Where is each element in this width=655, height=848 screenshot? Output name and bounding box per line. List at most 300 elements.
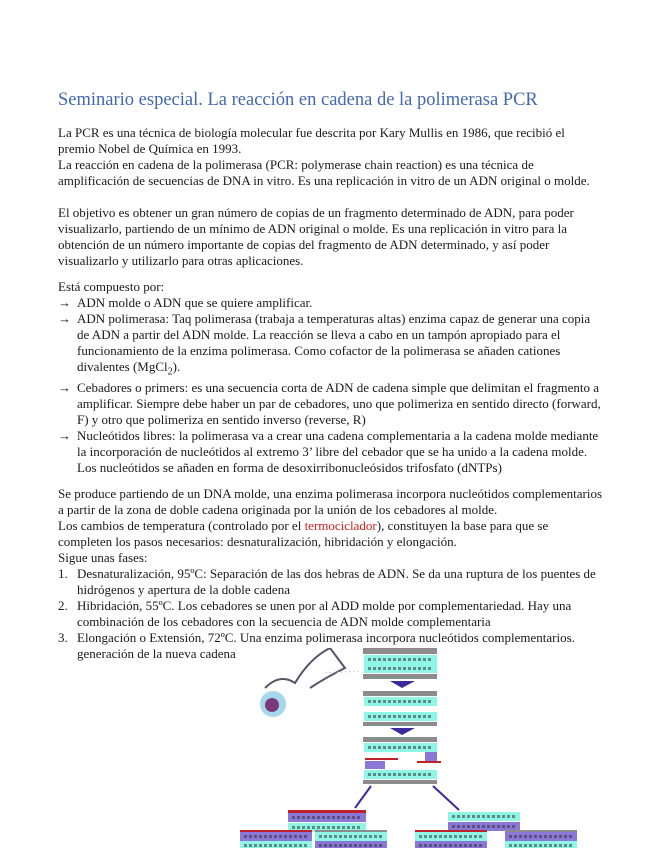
strand-edge — [415, 830, 487, 832]
sequence-glyph — [449, 844, 452, 847]
sequence-glyph — [569, 844, 572, 847]
sequence-glyph — [383, 700, 386, 703]
sequence-glyph — [544, 844, 547, 847]
sequence-glyph — [359, 835, 362, 838]
sequence-glyph — [457, 815, 460, 818]
sequence-glyph — [369, 844, 372, 847]
sequence-glyph — [302, 826, 305, 829]
component-line: de ADN a partir del ADN molde. La reacción se lleva a cabo en un tampón apropiado para el — [77, 327, 561, 342]
sequence-glyph — [304, 835, 307, 838]
sequence-glyph — [554, 844, 557, 847]
sequence-glyph — [332, 816, 335, 819]
sequence-glyph — [319, 844, 322, 847]
sequence-glyph — [502, 815, 505, 818]
sequence-glyph — [373, 773, 376, 776]
sequence-glyph — [329, 844, 332, 847]
sequence-glyph — [347, 826, 350, 829]
component-line: Los nucleótidos se añaden en forma de desoxirribonucleósidos trifosfato (dNTPs) — [77, 460, 502, 475]
sequence-glyph — [428, 667, 431, 670]
sequence-glyph — [368, 715, 371, 718]
sequence-glyph — [459, 844, 462, 847]
sequence-glyph — [477, 825, 480, 828]
component-line: la incorporación de nucleótidos al extremo 3’ libre del cebador que se ha unido a la cadena molde. — [77, 444, 588, 459]
sequence-glyph — [454, 835, 457, 838]
sequence-glyph — [487, 815, 490, 818]
sequence-glyph — [374, 844, 377, 847]
process-paragraph — [58, 486, 602, 566]
strand-gray — [363, 648, 437, 654]
strand-edge — [240, 830, 312, 832]
sequence-glyph — [449, 835, 452, 838]
sequence-glyph — [559, 844, 562, 847]
sequence-glyph — [424, 835, 427, 838]
sequence-glyph — [423, 773, 426, 776]
sequence-glyph — [497, 825, 500, 828]
arrow-bullet-icon: → — [58, 380, 71, 395]
sequence-glyph — [294, 835, 297, 838]
strand-gray — [363, 691, 437, 696]
sequence-glyph — [274, 844, 277, 847]
sequence-glyph — [413, 658, 416, 661]
sequence-glyph — [284, 835, 287, 838]
sequence-glyph — [452, 815, 455, 818]
phase-number: 1. — [58, 566, 68, 581]
sequence-glyph — [279, 844, 282, 847]
sequence-glyph — [342, 826, 345, 829]
sequence-glyph — [403, 746, 406, 749]
sequence-glyph — [419, 844, 422, 847]
sequence-glyph — [529, 835, 532, 838]
sequence-glyph — [388, 773, 391, 776]
sequence-glyph — [423, 700, 426, 703]
sequence-glyph — [297, 816, 300, 819]
sequence-glyph — [454, 844, 457, 847]
sequence-glyph — [349, 844, 352, 847]
strand-gray — [363, 722, 437, 726]
sequence-glyph — [413, 746, 416, 749]
sequence-glyph — [374, 835, 377, 838]
objective-line: visualizarlo y utilizarlo para otras aplicaciones. — [58, 253, 304, 268]
sequence-glyph — [373, 667, 376, 670]
sequence-glyph — [428, 773, 431, 776]
objective-line: obtención de un número importante de copias del fragmento de ADN determinado, y así poder — [58, 237, 550, 252]
sequence-glyph — [337, 816, 340, 819]
sequence-glyph — [413, 667, 416, 670]
sequence-glyph — [368, 700, 371, 703]
sequence-glyph — [364, 835, 367, 838]
sequence-glyph — [373, 700, 376, 703]
sequence-glyph — [269, 844, 272, 847]
sequence-glyph — [292, 826, 295, 829]
primer-forward — [365, 761, 385, 769]
sequence-glyph — [529, 844, 532, 847]
sequence-glyph — [244, 844, 247, 847]
sequence-glyph — [344, 844, 347, 847]
sequence-glyph — [259, 844, 262, 847]
arrow-bullet-icon: → — [58, 428, 71, 443]
sequence-glyph — [274, 835, 277, 838]
sequence-glyph — [304, 844, 307, 847]
phase-number: 3. — [58, 630, 68, 645]
phase-line: Elongación o Extensión, 72ºC. Una enzima polimerasa incorpora nucleótidos complementarios. — [77, 630, 575, 645]
sequence-glyph — [418, 667, 421, 670]
sequence-glyph — [383, 715, 386, 718]
component-line: funcionamiento de la enzima polimerasa. Como cofactor de la polimerasa se añaden cationes — [77, 343, 561, 358]
sequence-glyph — [519, 844, 522, 847]
pcr-diagram — [235, 648, 615, 848]
sequence-glyph — [413, 773, 416, 776]
sequence-glyph — [479, 835, 482, 838]
sequence-glyph — [368, 667, 371, 670]
component-line: Cebadores o primers: es una secuencia corta de ADN de cadena simple que delimitan el fragmento a — [77, 380, 599, 395]
objective-line: visualizarlo, partiendo de un mínimo de ADN original o molde. Es una replicación in vitro para la — [58, 221, 568, 236]
sequence-glyph — [388, 715, 391, 718]
components-list — [58, 295, 601, 476]
sequence-glyph — [418, 773, 421, 776]
objective-line: El objetivo es obtener un gran número de copias de un fragmento determinado de ADN, para poder — [58, 205, 574, 220]
sequence-glyph — [434, 835, 437, 838]
sequence-glyph — [564, 835, 567, 838]
termociclador-link[interactable]: termociclador — [304, 518, 377, 533]
sequence-glyph — [429, 844, 432, 847]
dna-helix-icon — [265, 648, 345, 688]
sequence-glyph — [297, 826, 300, 829]
sequence-glyph — [354, 844, 357, 847]
sequence-glyph — [378, 700, 381, 703]
sequence-glyph — [408, 746, 411, 749]
sequence-glyph — [514, 835, 517, 838]
branch-line — [355, 786, 371, 808]
strand-gray — [363, 737, 437, 742]
sequence-glyph — [429, 835, 432, 838]
components-heading: Está compuesto por: — [58, 279, 165, 294]
sequence-glyph — [403, 658, 406, 661]
branch-line — [433, 786, 459, 810]
sequence-glyph — [383, 773, 386, 776]
sequence-glyph — [349, 835, 352, 838]
sequence-glyph — [383, 667, 386, 670]
sequence-glyph — [312, 816, 315, 819]
phase-number: 2. — [58, 598, 68, 613]
sequence-glyph — [307, 816, 310, 819]
sequence-glyph — [368, 658, 371, 661]
sequence-glyph — [424, 844, 427, 847]
sequence-glyph — [264, 835, 267, 838]
sequence-glyph — [462, 825, 465, 828]
sequence-glyph — [317, 816, 320, 819]
sequence-glyph — [413, 715, 416, 718]
sequence-glyph — [249, 835, 252, 838]
sequence-glyph — [322, 826, 325, 829]
sequence-glyph — [244, 835, 247, 838]
sequence-glyph — [334, 844, 337, 847]
sequence-glyph — [388, 658, 391, 661]
sequence-glyph — [428, 746, 431, 749]
sequence-glyph — [497, 815, 500, 818]
formula-subscript: 2 — [167, 366, 173, 378]
sequence-glyph — [398, 667, 401, 670]
objective-paragraph — [58, 205, 574, 269]
sequence-glyph — [474, 835, 477, 838]
sequence-glyph — [444, 844, 447, 847]
sequence-glyph — [269, 835, 272, 838]
sequence-glyph — [319, 835, 322, 838]
sequence-glyph — [474, 844, 477, 847]
phase-item — [58, 598, 596, 630]
strand-edge — [505, 830, 577, 832]
sequence-glyph — [379, 844, 382, 847]
sequence-glyph — [398, 773, 401, 776]
sequence-glyph — [339, 844, 342, 847]
sequence-glyph — [378, 773, 381, 776]
temperature-text: ), constituyen la base para que se — [376, 518, 549, 533]
sequence-glyph — [398, 658, 401, 661]
sequence-glyph — [264, 844, 267, 847]
sequence-glyph — [317, 826, 320, 829]
component-item — [58, 380, 601, 428]
sequence-glyph — [357, 826, 360, 829]
sequence-glyph — [357, 816, 360, 819]
sequence-glyph — [512, 815, 515, 818]
phase-line: Hibridación, 55ºC. Los cebadores se unen por al ADD molde por complementariedad. Hay una — [77, 598, 572, 613]
sequence-glyph — [324, 844, 327, 847]
sequence-glyph — [393, 667, 396, 670]
sequence-glyph — [352, 826, 355, 829]
sequence-glyph — [423, 667, 426, 670]
sequence-glyph — [373, 658, 376, 661]
sequence-glyph — [393, 700, 396, 703]
sequence-glyph — [423, 746, 426, 749]
sequence-glyph — [259, 835, 262, 838]
sequence-glyph — [294, 844, 297, 847]
sequence-glyph — [539, 835, 542, 838]
sequence-glyph — [327, 826, 330, 829]
strand-edge — [315, 830, 387, 832]
intro-line: premio Nobel de Química en 1993. — [58, 141, 242, 156]
phase-item — [58, 566, 596, 598]
process-line: Se produce partiendo de un DNA molde, una enzima polimerasa incorpora nucleótidos complementarios — [58, 486, 603, 501]
sequence-glyph — [352, 816, 355, 819]
sequence-glyph — [254, 835, 257, 838]
sequence-glyph — [467, 825, 470, 828]
sequence-glyph — [403, 773, 406, 776]
sequence-glyph — [519, 835, 522, 838]
sequence-glyph — [457, 825, 460, 828]
intro-line: amplificación de secuencias de DNA in vitro. Es una replicación in vitro de un ADN original o molde. — [58, 173, 590, 188]
sequence-glyph — [509, 844, 512, 847]
intro-line: La PCR es una técnica de biología molecular fue descrita por Kary Mullis en 1986, que recibió el — [58, 125, 565, 140]
sequence-glyph — [373, 746, 376, 749]
sequence-glyph — [418, 746, 421, 749]
component-line: ADN polimerasa: Taq polimerasa (trabaja a temperaturas altas) enzima capaz de generar una copia — [77, 311, 591, 326]
sequence-glyph — [398, 700, 401, 703]
component-line — [77, 359, 601, 380]
sequence-glyph — [492, 825, 495, 828]
sequence-glyph — [487, 825, 490, 828]
sequence-glyph — [554, 835, 557, 838]
sequence-glyph — [249, 844, 252, 847]
sequence-glyph — [403, 700, 406, 703]
sequence-glyph — [279, 835, 282, 838]
sequence-glyph — [322, 816, 325, 819]
sequence-glyph — [564, 844, 567, 847]
sequence-glyph — [368, 746, 371, 749]
phase-line: combinación de los cebadores con la secuencia de ADN molde complementaria — [77, 614, 491, 629]
sequence-glyph — [324, 835, 327, 838]
arrow-down-icon — [390, 728, 415, 735]
sequence-glyph — [444, 835, 447, 838]
sequence-glyph — [383, 658, 386, 661]
sequence-glyph — [292, 816, 295, 819]
sequence-glyph — [344, 835, 347, 838]
sequence-glyph — [428, 658, 431, 661]
sequence-glyph — [469, 844, 472, 847]
phases-heading: Sigue unas fases: — [58, 550, 148, 565]
sequence-glyph — [359, 844, 362, 847]
component-item — [58, 295, 601, 311]
arrow-down-icon — [390, 681, 415, 688]
sequence-glyph — [408, 773, 411, 776]
sequence-glyph — [378, 715, 381, 718]
sequence-glyph — [428, 715, 431, 718]
sequence-glyph — [408, 658, 411, 661]
sequence-glyph — [379, 835, 382, 838]
strand-red — [288, 810, 366, 813]
sequence-glyph — [469, 835, 472, 838]
sequence-glyph — [299, 835, 302, 838]
phase-line: Desnaturalización, 95ºC: Separación de las dos hebras de ADN. Se da una ruptura de los puentes de — [77, 566, 596, 581]
sequence-glyph — [312, 826, 315, 829]
sequence-glyph — [549, 844, 552, 847]
sequence-glyph — [413, 700, 416, 703]
sequence-glyph — [559, 835, 562, 838]
sequence-glyph — [368, 773, 371, 776]
sequence-glyph — [452, 825, 455, 828]
sequence-glyph — [388, 700, 391, 703]
sequence-glyph — [337, 826, 340, 829]
nucleus-icon — [265, 698, 279, 712]
sequence-glyph — [289, 844, 292, 847]
sequence-glyph — [398, 746, 401, 749]
formula-suffix: ). — [172, 359, 181, 374]
component-item — [58, 428, 601, 476]
sequence-glyph — [408, 667, 411, 670]
sequence-glyph — [467, 815, 470, 818]
sequence-glyph — [464, 844, 467, 847]
sequence-glyph — [418, 715, 421, 718]
sequence-glyph — [472, 815, 475, 818]
temperature-line — [58, 518, 602, 534]
sequence-glyph — [514, 844, 517, 847]
sequence-glyph — [507, 815, 510, 818]
sequence-glyph — [459, 835, 462, 838]
temperature-text: Los cambios de temperatura (controlado por el — [58, 518, 305, 533]
sequence-glyph — [428, 700, 431, 703]
sequence-glyph — [477, 815, 480, 818]
sequence-glyph — [439, 835, 442, 838]
sequence-glyph — [464, 835, 467, 838]
sequence-glyph — [509, 835, 512, 838]
sequence-glyph — [544, 835, 547, 838]
sequence-glyph — [403, 667, 406, 670]
sequence-glyph — [408, 715, 411, 718]
formula-prefix: divalentes (MgCl — [77, 359, 168, 374]
zoom-line — [325, 671, 360, 673]
sequence-glyph — [492, 815, 495, 818]
sequence-glyph — [369, 835, 372, 838]
sequence-glyph — [354, 835, 357, 838]
sequence-glyph — [339, 835, 342, 838]
component-line: amplificar. Siempre debe haber un par de cebadores, uno que polimeriza en sentido directo (forward, — [77, 396, 601, 411]
primer-reverse — [425, 752, 437, 762]
sequence-glyph — [479, 844, 482, 847]
component-item — [58, 311, 601, 380]
sequence-glyph — [378, 667, 381, 670]
sequence-glyph — [347, 816, 350, 819]
phase-line: generación de la nueva cadena — [77, 646, 236, 661]
sequence-glyph — [299, 844, 302, 847]
sequence-glyph — [482, 825, 485, 828]
arrow-bullet-icon: → — [58, 295, 71, 310]
sequence-glyph — [403, 715, 406, 718]
sequence-glyph — [419, 835, 422, 838]
sequence-glyph — [472, 825, 475, 828]
component-line: Nucleótidos libres: la polimerasa va a crear una cadena complementaria a la cadena molde mediante — [77, 428, 599, 443]
sequence-glyph — [439, 844, 442, 847]
sequence-glyph — [388, 667, 391, 670]
intro-line: La reacción en cadena de la polimerasa (PCR: polymerase chain reaction) es una técnica de — [58, 157, 534, 172]
sequence-glyph — [423, 715, 426, 718]
sequence-glyph — [393, 658, 396, 661]
sequence-glyph — [332, 826, 335, 829]
strand-gray — [363, 780, 437, 784]
sequence-glyph — [393, 746, 396, 749]
phase-line: hidrógenos y apertura de la doble cadena — [77, 582, 290, 597]
temperature-line: completen los pasos necesarios: desnaturalización, hibridación y elongación. — [58, 534, 457, 549]
sequence-glyph — [408, 700, 411, 703]
strand-gray — [363, 674, 437, 679]
sequence-glyph — [524, 835, 527, 838]
sequence-glyph — [284, 844, 287, 847]
sequence-glyph — [534, 844, 537, 847]
sequence-glyph — [549, 835, 552, 838]
sequence-glyph — [254, 844, 257, 847]
intro-paragraph — [58, 125, 590, 189]
sequence-glyph — [512, 825, 515, 828]
sequence-glyph — [502, 825, 505, 828]
sequence-glyph — [364, 844, 367, 847]
sequence-glyph — [334, 835, 337, 838]
sequence-glyph — [302, 816, 305, 819]
sequence-glyph — [418, 700, 421, 703]
page-title: Seminario especial. La reacción en cadena de la polimerasa PCR — [58, 90, 538, 110]
sequence-glyph — [539, 844, 542, 847]
sequence-glyph — [462, 815, 465, 818]
sequence-glyph — [307, 826, 310, 829]
sequence-glyph — [329, 835, 332, 838]
sequence-glyph — [373, 715, 376, 718]
sequence-glyph — [569, 835, 572, 838]
sequence-glyph — [342, 816, 345, 819]
sequence-glyph — [423, 658, 426, 661]
sequence-glyph — [482, 815, 485, 818]
sequence-glyph — [398, 715, 401, 718]
process-line: a partir de la zona de doble cadena originada por la unión de los cebadores al molde. — [58, 502, 498, 517]
component-line: ADN molde o ADN que se quiere amplificar. — [77, 295, 313, 310]
sequence-glyph — [418, 658, 421, 661]
component-line: F) y otro que polimeriza en sentido inverso (reverse, R) — [77, 412, 366, 427]
sequence-glyph — [388, 746, 391, 749]
